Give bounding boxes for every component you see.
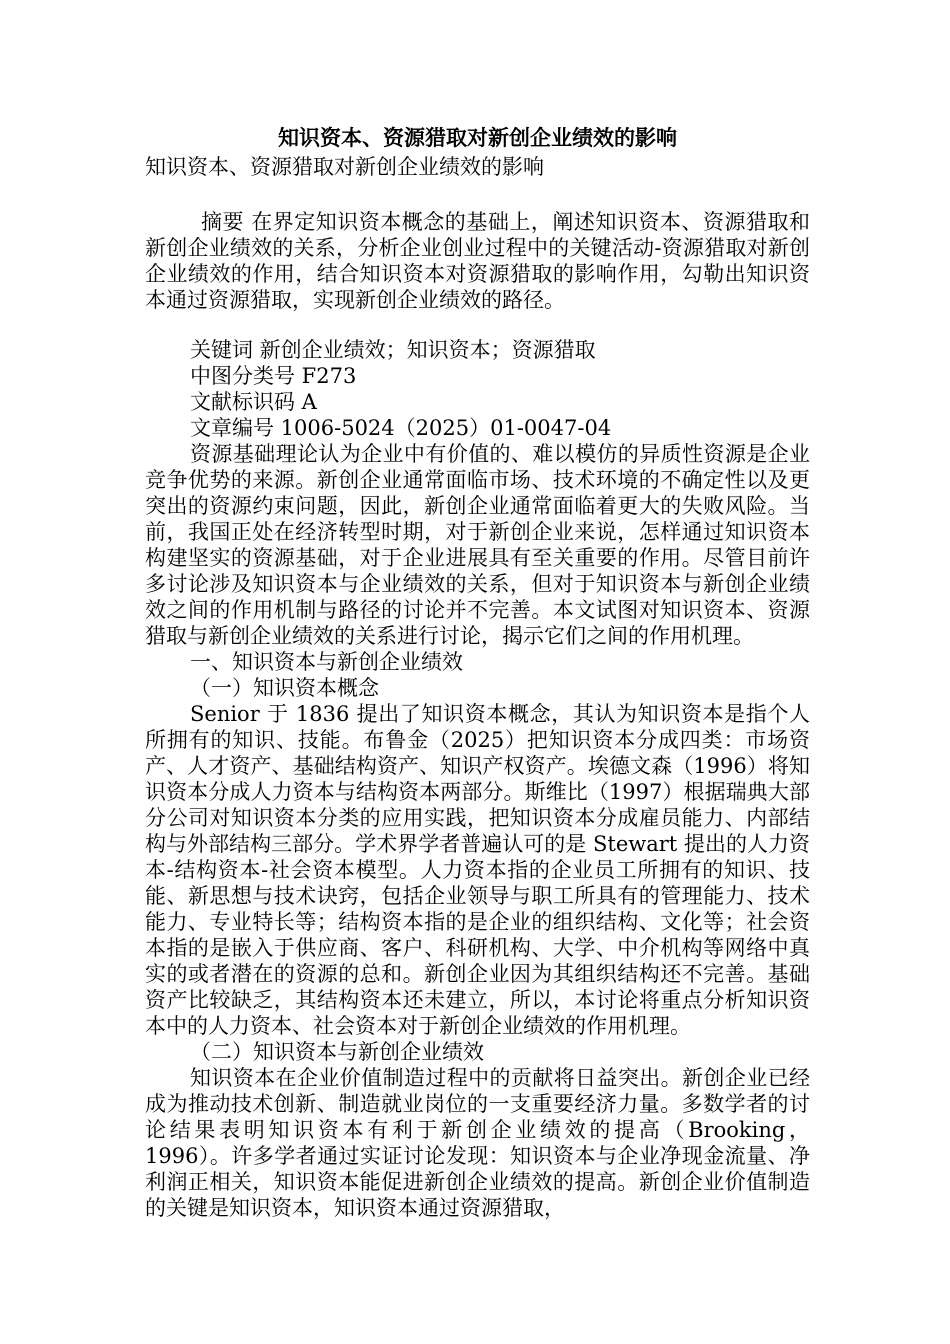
document-page [145,123,810,1221]
section-1-2-paragraph: 知识资本在企业价值制造过程中的贡献将日益突出。新创企业已经成为推动技术创新、制造就业岗位的一支重要经济力量。多数学者的讨论结果表明知识资本有利于新创企业绩效的提高（Brooking，1996）。许多学者通过实证讨论发现：知识资本与企业净现金流量、净利润正相关，知识资本能促进新创企业绩效的提高。新创企业价值制造的关键是知识资本，知识资本通过资源猎取， [145,1066,810,1220]
section-1-heading: 一、知识资本与新创企业绩效 [190,650,463,674]
clc-line: 中图分类号 F273 [190,364,357,388]
article-number-line: 文章编号 1006-5024（2025）01-0047-04 [190,416,612,440]
abstract-paragraph: 摘要 在界定知识资本概念的基础上，阐述知识资本、资源猎取和新创企业绩效的关系，分析企业创业过程中的关键活动-资源猎取对新创企业绩效的作用，结合知识资本对资源猎取的影响作用，勾勒出知识资本通过资源猎取，实现新创企业绩效的路径。 [145,210,810,312]
section-1-1-paragraph: Senior 于 1836 提出了知识资本概念，其认为知识资本是指个人所拥有的知识、技能。布鲁金（2025）把知识资本分成四类：市场资产、人才资产、基础结构资产、知识产权资产。埃德文森（1996）将知识资本分成人力资本与结构资本两部分。斯维比（1997）根据瑞典大部分公司对知识资本分类的应用实践，把知识资本分成雇员能力、内部结构与外部结构三部分。学术界学者普遍认可的是 Stewart 提出的人力资本-结构资本-社会资本模型。人力资本指的企业员工所拥有的知识、技能、新思想与技术诀窍，包括企业领导与职工所具有的管理能力、技术能力、专业特长等；结构资本指的是企业的组织结构、文化等；社会资本指的是嵌入于供应商、客户、科研机构、大学、中介机构等网络中真实的或者潜在的资源的总和。新创企业因为其组织结构还不完善。基础资产比较缺乏，其结构资本还未建立，所以，本讨论将重点分析知识资本中的人力资本、社会资本对于新创企业绩效的作用机理。 [145,702,810,1038]
doc-code-line: 文献标识码 A [190,390,317,414]
keywords-line: 关键词 新创企业绩效；知识资本；资源猎取 [190,338,596,362]
section-1-2-heading: （二）知识资本与新创企业绩效 [190,1040,484,1064]
document-title: 知识资本、资源猎取对新创企业绩效的影响 [278,125,677,150]
section-1-1-heading: （一）知识资本概念 [190,676,379,700]
intro-paragraph: 资源基础理论认为企业中有价值的、难以模仿的异质性资源是企业竞争优势的来源。新创企业通常面临市场、技术环境的不确定性以及更突出的资源约束问题，因此，新创企业通常面临着更大的失败风险。当前，我国正处在经济转型时期，对于新创企业来说，怎样通过知识资本构建坚实的资源基础，对于企业进展具有至关重要的作用。尽管目前许多讨论涉及知识资本与企业绩效的关系，但对于知识资本与新创企业绩效之间的作用机制与路径的讨论并不完善。本文试图对知识资本、资源猎取与新创企业绩效的关系进行讨论，揭示它们之间的作用机理。 [145,442,810,648]
document-subtitle: 知识资本、资源猎取对新创企业绩效的影响 [145,155,544,179]
